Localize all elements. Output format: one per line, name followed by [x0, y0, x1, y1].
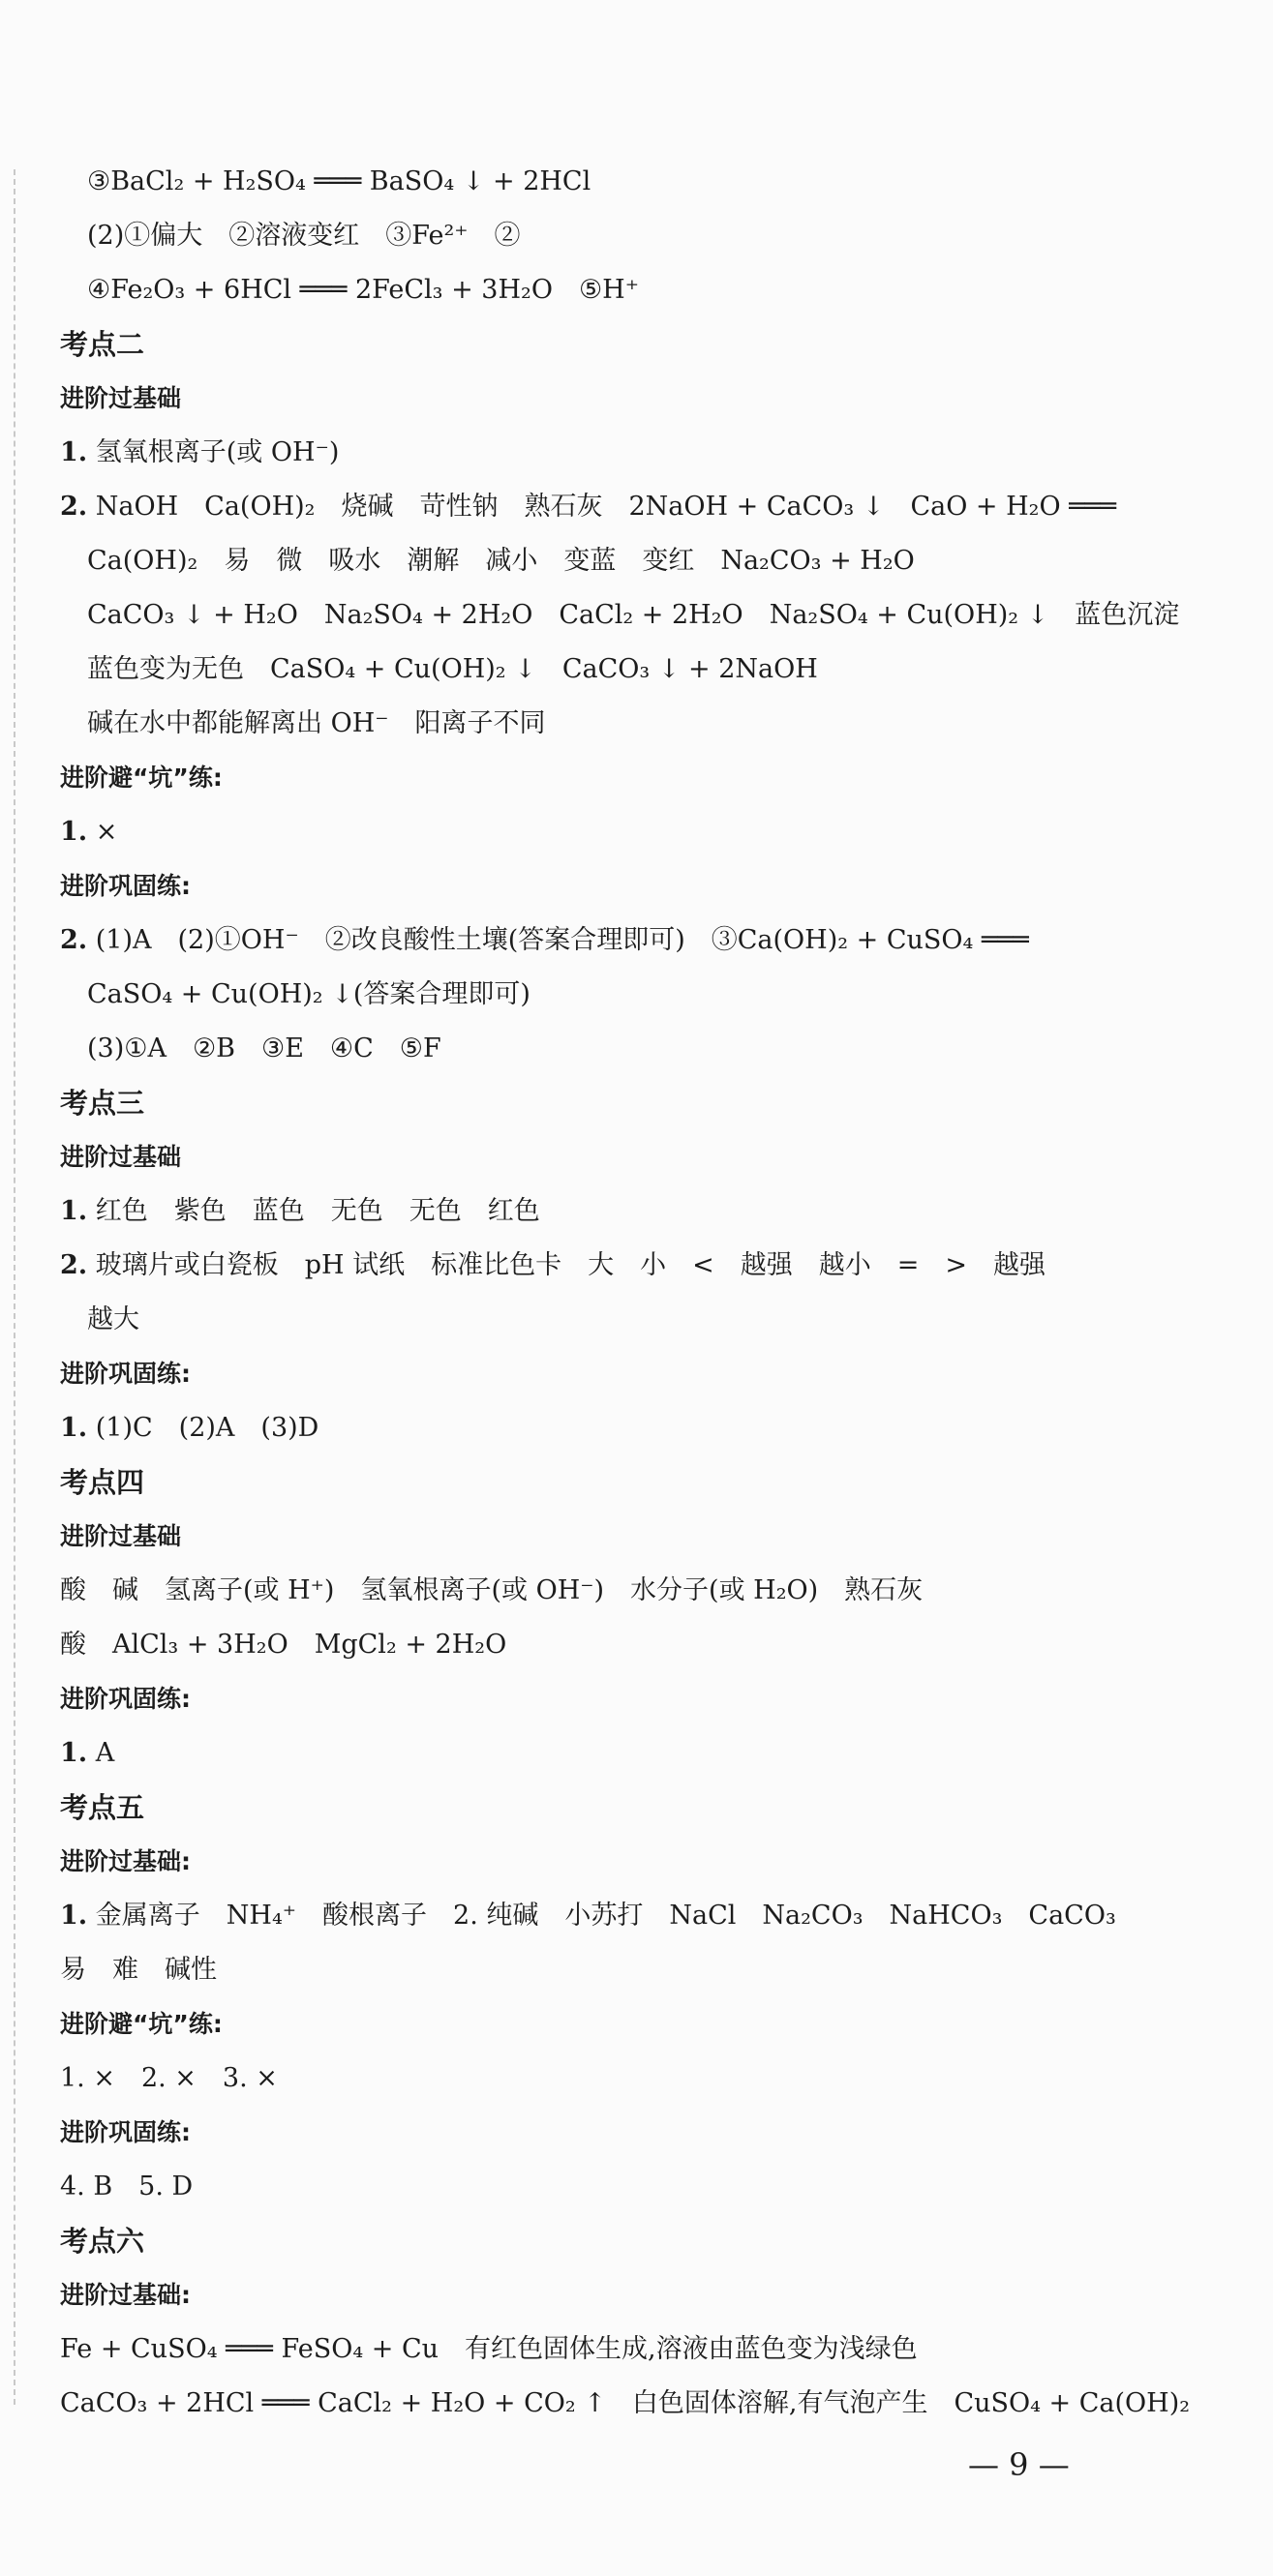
answer-text: CaSO₄ + Cu(OH)₂ ↓(答案合理即可)	[87, 979, 530, 1009]
answer-text: 红色 紫色 蓝色 无色 无色 红色	[87, 1196, 540, 1226]
question-number: 2.	[60, 1250, 88, 1280]
answer-line	[60, 1022, 1202, 1076]
answer-line	[60, 534, 1202, 588]
answer-text: 蓝色变为无色 CaSO₄ + Cu(OH)₂ ↓ CaCO₃ ↓ + 2NaOH	[87, 654, 818, 684]
subsection-heading: 进阶过基础	[60, 1143, 182, 1171]
answer-line	[60, 968, 1202, 1022]
answer-line	[60, 2160, 1202, 2214]
answer-text: Fe + CuSO₄ ═══ FeSO₄ + Cu 有红色固体生成,溶液由蓝色变为浅绿色	[60, 2334, 918, 2364]
answer-text: 易 难 碱性	[60, 1955, 217, 1985]
question-number: 2.	[60, 492, 88, 522]
answer-line	[60, 1726, 1202, 1781]
subsection-heading: 进阶过基础	[60, 1522, 182, 1550]
subsection-heading: 进阶巩固练:	[60, 2118, 191, 2146]
answer-text: 酸 碱 氢离子(或 H⁺) 氢氧根离子(或 OH⁻) 水分子(或 H₂O) 熟石灰	[60, 1575, 924, 1605]
answer-text: (2)①偏大 ②溶液变红 ③Fe²⁺ ②	[87, 221, 521, 251]
answer-line	[60, 1943, 1202, 1997]
question-number: 1.	[60, 1901, 88, 1931]
subsection-heading: 进阶避“坑”练:	[60, 2010, 223, 2038]
answer-text: 金属离子 NH₄⁺ 酸根离子 2. 纯碱 小苏打 NaCl Na₂CO₃ NaHCO₃ CaCO₃	[87, 1901, 1116, 1931]
answer-line	[60, 1889, 1202, 1943]
answer-text: CaCO₃ ↓ + H₂O Na₂SO₄ + 2H₂O CaCl₂ + 2H₂O Na₂SO₄ + Cu(OH)₂ ↓ 蓝色沉淀	[87, 600, 1180, 630]
answer-text: ×	[87, 817, 118, 847]
answer-content	[60, 155, 1202, 2431]
answer-line	[60, 263, 1202, 317]
subsection-heading: 进阶过基础	[60, 384, 182, 412]
answer-line	[60, 914, 1202, 968]
answer-line	[60, 2052, 1202, 2106]
answer-text: NaOH Ca(OH)₂ 烧碱 苛性钠 熟石灰 2NaOH + CaCO₃ ↓ CaO + H₂O ═══	[87, 492, 1116, 522]
answer-line	[60, 805, 1202, 859]
section-heading: 考点二	[60, 328, 145, 361]
answer-text: (1)A (2)①OH⁻ ②改良酸性土壤(答案合理即可) ③Ca(OH)₂ + CuSO₄ ═══	[87, 925, 1029, 955]
answer-line	[60, 1618, 1202, 1672]
answer-line	[60, 588, 1202, 643]
answer-text: ③BaCl₂ + H₂SO₄ ═══ BaSO₄ ↓ + 2HCl	[87, 166, 591, 196]
answer-text: (3)①A ②B ③E ④C ⑤F	[87, 1033, 441, 1063]
answer-line	[60, 1239, 1202, 1293]
subsection-heading: 进阶巩固练:	[60, 872, 191, 900]
question-number: 1.	[60, 437, 88, 467]
answer-text: 越大	[87, 1304, 139, 1334]
answer-line	[60, 1184, 1202, 1239]
answer-text: 1. × 2. × 3. ×	[60, 2063, 278, 2093]
answer-line	[60, 643, 1202, 697]
answer-text: 氢氧根离子(或 OH⁻)	[87, 437, 340, 467]
answer-line	[60, 1293, 1202, 1347]
section-heading: 考点六	[60, 2225, 145, 2258]
section-heading: 考点五	[60, 1791, 145, 1824]
answer-line	[60, 1401, 1202, 1455]
question-number: 2.	[60, 925, 88, 955]
answer-text: 4. B 5. D	[60, 2172, 194, 2202]
subsection-heading: 进阶巩固练:	[60, 1360, 191, 1388]
section-heading: 考点四	[60, 1466, 145, 1499]
question-number: 1.	[60, 1738, 88, 1768]
subsection-heading: 进阶过基础:	[60, 1847, 191, 1875]
answer-text: 酸 AlCl₃ + 3H₂O MgCl₂ + 2H₂O	[60, 1630, 507, 1660]
answer-line	[60, 480, 1202, 534]
answer-line	[60, 155, 1202, 209]
subsection-heading: 进阶巩固练:	[60, 1685, 191, 1713]
subsection-heading: 进阶避“坑”练:	[60, 764, 223, 792]
question-number: 1.	[60, 1196, 88, 1226]
answer-text: CaCO₃ + 2HCl ═══ CaCl₂ + H₂O + CO₂ ↑ 白色固体溶解,有气泡产生 CuSO₄ + Ca(OH)₂	[60, 2388, 1191, 2418]
answer-line	[60, 697, 1202, 751]
subsection-heading: 进阶过基础:	[60, 2281, 191, 2309]
answer-text: (1)C (2)A (3)D	[87, 1413, 319, 1443]
question-number: 1.	[60, 1413, 88, 1443]
binding-margin-line	[14, 169, 15, 2405]
answer-line	[60, 426, 1202, 480]
answer-text: ④Fe₂O₃ + 6HCl ═══ 2FeCl₃ + 3H₂O ⑤H⁺	[87, 275, 639, 305]
answer-line	[60, 1564, 1202, 1618]
question-number: 1.	[60, 817, 88, 847]
answer-text: 碱在水中都能解离出 OH⁻ 阳离子不同	[87, 708, 546, 738]
answer-line	[60, 209, 1202, 263]
answer-line	[60, 2377, 1202, 2431]
answer-text: A	[87, 1738, 115, 1768]
answer-line	[60, 2322, 1202, 2377]
page-number: — 9 —	[968, 2446, 1070, 2483]
section-heading: 考点三	[60, 1087, 145, 1120]
answer-text: 玻璃片或白瓷板 pH 试纸 标准比色卡 大 小 < 越强 越小 = > 越强	[87, 1250, 1046, 1280]
answer-text: Ca(OH)₂ 易 微 吸水 潮解 减小 变蓝 变红 Na₂CO₃ + H₂O	[87, 546, 915, 576]
